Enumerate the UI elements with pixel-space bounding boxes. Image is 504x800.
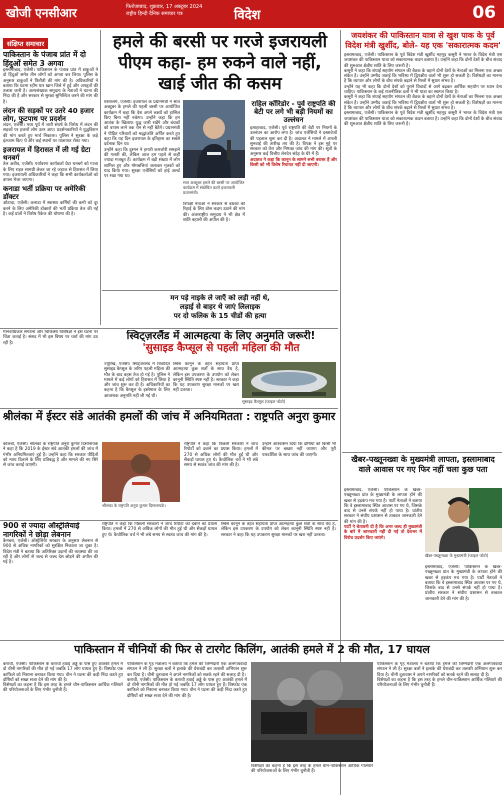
- jaishankar-headline: जयशंकर की पाकिस्तान यात्रा से खुश पाक के पूर्व विदेश मंत्री खुर्शीद, बोले- यह एक 'सकारात्मक कदम': [345, 31, 501, 50]
- srilanka-body: राष्ट्रपति ने कहा कि पिछली सरकारों ने जांच रिपोर्टों को दबाने का प्रयास किया। हमलों में 270 से अधिक लोगों की मौत हुई थी और सैकड़ों घायल हुए थे। कैथोलिक चर्च ने भी लंबे समय से स्वतंत्र जांच की मांग की है।: [184, 442, 258, 469]
- brief-headline: इजरायल में हिरासत में ली गई ग्रेटा थनबर्ग: [3, 146, 91, 163]
- brief-news-kicker: संक्षिप्त समाचार: [3, 38, 48, 49]
- swiss-story-col2: [173, 362, 239, 406]
- brief-news-column-lower: [3, 522, 98, 638]
- jaishankar-body: कसूरी ने कहा कि शंघाई सहयोग संगठन की बैठक के बहाने दोनों देशों के नेताओं का मिलना एक अच्छा संकेत है। उन्होंने उम्मीद जताई कि भविष्य में द्विपक्षीय वार्ता भी शुरू हो सकती है। विशेषज्ञों का मानना है कि व्यापार और लोगों के बीच संपर्क बढ़ाने से रिश्तों में सुधार संभव है।: [344, 68, 502, 85]
- bottom-body: विशेषज्ञों का कहना है कि इस तरह के हमले चीन-पाकिस्तान आर्थिक गलियारे की परियोजनाओं के लिए गंभीर चुनौती हैं।: [3, 683, 123, 694]
- kp-col1: [344, 488, 422, 638]
- brief-body: इस्लामाबाद, एजेंसी। पाकिस्तान के पंजाब प्रांत में डाकुओं ने दो हिंदुओं समेत तीन लोगों को अगवा कर लिया। पुलिस के अनुसार डाकुओं ने फिरौती की मांग की है। अधिकारियों ने बताया कि घटना रहीम यार खान जिले में हुई और अपहृतों की तलाश जारी है। अल्पसंख्यक समुदाय के नेताओं ने घटना की निंदा की है और सरकार से सुरक्षा सुनिश्चित करने की मांग की है।: [3, 68, 98, 105]
- lead-body: उन्होंने कहा कि दुश्मन ने हमारी कमजोरी समझने की गलती की, लेकिन आज हम पहले से कहीं ज्यादा मजबूत हैं। कार्यक्रम में बड़ी संख्या में लोग शामिल हुए और मोमबत्तियां जलाकर मृतकों को याद किया गया। सुरक्षा एजेंसियों को हाई अलर्ट पर रखा गया था।: [104, 147, 180, 180]
- srilanka-col2: [184, 442, 258, 518]
- bottom-col4: [377, 662, 502, 798]
- lead-story-col1: [104, 100, 180, 288]
- srilanka-col3: [262, 442, 336, 518]
- swiss-headline-2: 'सुसाइड कैप्सूल से पहली महिला की मौत: [142, 342, 300, 354]
- srilanka-headline: श्रीलंका में ईस्टर संडे आतंकी हमलों की जांच में अनियमितता : राष्ट्रपति अनुरा कुमार: [2, 410, 336, 423]
- section-divider: [342, 452, 502, 453]
- kp-chief-minister-photo: [425, 488, 502, 552]
- section-title: विदेश: [234, 8, 261, 23]
- lead-story-photo: [183, 100, 245, 178]
- bottom-body: कराची, एजेंसी। पाकिस्तान के कराची हवाई अड्डे के पास हुए आतंकी हमले में दो चीनी नागरिकों की मौत हो गई जबकि 17 लोग घायल हुए हैं। विस्फोट एक काफिले को निशाना बनाकर किया गया। चीन ने घटना की कड़ी निंदा करते हुए दोषियों को सख्त सजा देने की मांग की है।: [127, 677, 247, 699]
- blast-scene-photo: [251, 662, 373, 762]
- bottom-body: कराची, एजेंसी। पाकिस्तान के कराची हवाई अड्डे के पास हुए आतंकी हमले में दो चीनी नागरिकों की मौत हो गई जबकि 17 लोग घायल हुए हैं। विस्फोट एक काफिले को निशाना बनाकर किया गया। चीन ने घटना की कड़ी निंदा करते हुए दोषियों को सख्त सजा देने की मांग की है।: [3, 662, 123, 683]
- brief-body: कैनबरा, एजेंसी। ऑस्ट्रेलिया सरकार के अनुसार लेबनान से 900 से अधिक नागरिकों को सुरक्षित निकाला जा चुका है। विदेश मंत्री ने बताया कि अतिरिक्त उड़ानों की व्यवस्था की जा रही है और लोगों से जल्द से जल्द देश छोड़ने की अपील की गई है।: [3, 539, 98, 566]
- date-line: फिरोजाबाद, शुक्रवार, 17 अक्टूबर 2024 राष्ट्रीय हिन्दी दैनिक समाचार पत्र: [126, 4, 203, 17]
- brief-headline: पाकिस्तान के पंजाब प्रांत में दो हिंदुओं समेत 3 अगवा: [3, 50, 86, 68]
- brief-body: तेल अवीव, एजेंसी। पर्यावरण कार्यकर्ता ग्रेटा थनबर्ग को गाजा के लिए राहत सामग्री लेकर जा रहे जहाज से हिरासत में लिया गया। इजरायली अधिकारियों ने कहा कि सभी कार्यकर्ताओं को वापस भेजा जाएगा।: [3, 162, 98, 184]
- kp-photo-caption: खैबर-पख्तूनख्वा के मुख्यमंत्री (फाइल फोटो): [425, 553, 489, 558]
- teaser-block: [104, 294, 336, 326]
- srilanka-body: कोलंबो, एजेंसी। श्रीलंका के राष्ट्रपति अनुरा कुमार दिसानायके ने कहा है कि 2019 के ईस्टर संडे आतंकी हमलों की जांच में गंभीर अनियमितताएं हुई हैं। उन्होंने कहा कि सरकार पीड़ितों को न्याय दिलाने के लिए प्रतिबद्ध है और मामले की नए सिरे से जांच कराई जाएगी।: [3, 442, 98, 469]
- brief-headline: 900 से ज्यादा ऑस्ट्रेलियाई नागरिकों ने छोड़ा लेबनान: [3, 522, 80, 539]
- bottom-body: पाकिस्तान के गृह मंत्रालय ने बताया कि हमले की जिम्मेदारी एक अलगाववादी संगठन ने ली है। सुरक्षा बलों ने इलाके की घेराबंदी कर तलाशी अभियान शुरू कर दिया है। चीनी दूतावास ने अपने नागरिकों को सतर्क रहने की सलाह दी है।: [127, 662, 247, 678]
- section-divider: [0, 640, 504, 641]
- swiss-story-col1: [104, 362, 170, 406]
- section-divider: [0, 328, 338, 329]
- section-divider: [0, 408, 338, 409]
- side-story-emphasis: अदालत ने कहा कि कानून के सामने सभी बराबर हैं और किसी को भी विशेष रियायत नहीं दी जाएगी।: [250, 157, 337, 169]
- bottom-body: पाकिस्तान के गृह मंत्रालय ने बताया कि हमले की जिम्मेदारी एक अलगाववादी संगठन ने ली है। सुरक्षा बलों ने इलाके की घेराबंदी कर तलाशी अभियान शुरू कर दिया है। चीनी दूतावास ने अपने नागरिकों को सतर्क रहने की सलाह दी है।: [377, 662, 502, 678]
- bottom-col2: [127, 662, 247, 798]
- jaishankar-body: इस्लामाबाद, एजेंसी। पाकिस्तान के पूर्व विदेश मंत्री खुर्शीद महमूद कसूरी ने भारत के विदेश मंत्री एस जयशंकर की पाकिस्तान यात्रा को सकारात्मक कदम बताया है। उन्होंने कहा कि दोनों देशों के बीच संवाद की शुरुआत क्षेत्रीय शांति के लिए जरूरी है।: [344, 53, 502, 69]
- srilanka-body: उन्होंने आश्वासन दिया कि दोषियों को किसी भी कीमत पर बख्शा नहीं जाएगा और पूरी पारदर्शिता के साथ जांच की जाएगी।: [262, 442, 336, 458]
- bottom-story-headline-block: [0, 643, 504, 659]
- brief-news-column: [3, 31, 98, 325]
- side-story-headline: राहिल कॉरिडोर - पुर्व राष्ट्रपति की बेटी पर लगे भी बड़ी नियमों का उल्लंघन: [251, 100, 336, 124]
- brief-body: ओटावा, एजेंसी। कनाडा में स्वास्थ्य कर्मियों की कमी को दूर करने के लिए अमेरिकी डॉक्टरों की भर्ती प्रक्रिया तेज की गई है। कई प्रांतों ने विशेष पैकेज की घोषणा की है।: [3, 201, 98, 218]
- swiss-body: स्विस कानून के तहत सहायता प्राप्त आत्महत्या कुछ शर्तों के साथ वैध है, लेकिन इस उपकरण के उपयोग को लेकर कानूनी स्थिति स्पष्ट नहीं है। सरकार ने कहा कि यह उपकरण सुरक्षा मानकों पर खरा नहीं उतरता।: [173, 362, 239, 394]
- lead-story-headline-block: [104, 32, 336, 96]
- masthead: [0, 0, 504, 28]
- teaser-line: मन पड़े नाइके ले जाएँ को लड़ी नहीं थे,: [170, 294, 270, 302]
- swiss-body: मानवाधिकार संगठनों और चिकित्सा विशेषज्ञों ने इस घटना पर चिंता जताई है। संसद में भी इस विषय पर चर्चा की मांग उठ रही है।: [3, 330, 98, 346]
- swiss-story-headline-block: [104, 330, 338, 360]
- newspaper-brand: खोजी एनसीआर: [6, 6, 77, 20]
- srilanka-headline-block: [0, 410, 338, 440]
- swiss-body: स्विस कानून के तहत सहायता प्राप्त आत्महत्या कुछ शर्तों के साथ वैध है, लेकिन इस उपकरण के उपयोग को लेकर कानूनी स्थिति स्पष्ट नहीं है। सरकार ने कहा कि यह उपकरण सुरक्षा मानकों पर खरा नहीं उतरता।: [221, 522, 336, 538]
- section-divider: [102, 290, 338, 291]
- page-number: 06: [472, 3, 496, 23]
- lead-story-col2: [183, 202, 245, 288]
- kp-headline-block: [344, 455, 502, 485]
- kp-body: इस्लामाबाद, एजेंसी। पाकिस्तान के खैबर-पख्तूनख्वा प्रांत के मुख्यमंत्री के लापता होने की खबर से हड़कंप मच गया है। पार्टी नेताओं ने बताया कि वे इस्लामाबाद स्थित आवास पर गए थे, जिसके बाद से उनसे संपर्क नहीं हो पाया है। प्रांतीय सरकार ने संघीय प्रशासन से तत्काल जानकारी देने की मांग की है।: [344, 488, 422, 525]
- swiss-continuation: [221, 522, 336, 638]
- suicide-capsule-photo: [242, 362, 336, 398]
- right-column: [344, 31, 502, 451]
- brief-body: लंदन, एजेंसी। मध्य पूर्व में जारी संघर्ष के विरोध में लंदन की सड़कों पर हजारों लोग उतर आए। प्रदर्शनकारियों ने युद्धविराम की मांग करते हुए मार्च निकाला। पुलिस ने सुरक्षा के कड़े इंतजाम किए थे और कई स्थानों पर यातायात रोका गया।: [3, 123, 98, 144]
- jaishankar-body: कसूरी ने कहा कि शंघाई सहयोग संगठन की बैठक के बहाने दोनों देशों के नेताओं का मिलना एक अच्छा संकेत है। उन्होंने उम्मीद जताई कि भविष्य में द्विपक्षीय वार्ता भी शुरू हो सकती है। विशेषज्ञों का मानना है कि व्यापार और लोगों के बीच संपर्क बढ़ाने से रिश्तों में सुधार संभव है।: [344, 95, 502, 111]
- srilanka-photo-caption: श्रीलंका के राष्ट्रपति अनुरा कुमार दिसानायके।: [102, 503, 166, 508]
- jaishankar-body: इस्लामाबाद, एजेंसी। पाकिस्तान के पूर्व विदेश मंत्री खुर्शीद महमूद कसूरी ने भारत के विदेश मंत्री एस जयशंकर की पाकिस्तान यात्रा को सकारात्मक कदम बताया है। उन्होंने कहा कि दोनों देशों के बीच संवाद की शुरुआत क्षेत्रीय शांति के लिए जरूरी है।: [344, 111, 502, 127]
- bottom-col1: [3, 662, 123, 798]
- kp-col2: [425, 565, 502, 638]
- side-story-body: इलाहाबाद, एजेंसी। पूर्व राष्ट्रपति की बेटी पर नियमों के उल्लंघन का आरोप लगा है। जांच एजेंसियों ने दस्तावेजों की पड़ताल शुरू कर दी है। अदालत ने मामले में अगली सुनवाई की तारीख तय की है। विपक्ष ने इस मुद्दे पर सरकार को घेरा और निष्पक्ष जांच की मांग की। सूत्रों के अनुसार कई वित्तीय लेनदेन संदेह के घेरे में हैं।: [250, 126, 337, 158]
- kp-emphasis: पार्टी ने चेतावनी दी है कि अगर जल्द ही मुख्यमंत्री के बारे में जानकारी नहीं दी गई तो देशभर में विरोध प्रदर्शन किए जाएंगे।: [344, 525, 422, 541]
- side-story: [250, 100, 337, 288]
- brief-headline: कनाडा भर्ती प्रक्रिया पर अमेरिकी डॉक्टर: [3, 185, 86, 202]
- section-divider: [0, 520, 338, 521]
- column-divider: [100, 30, 101, 325]
- swiss-body: ज्यूरिख, एजेंसी। स्विट्जरलैंड में विवादित सुसाइड कैप्सूल के जरिए पहली महिला की मौत के बाद बहस तेज हो गई है। पुलिस ने मामले में कई लोगों को हिरासत में लिया है और जांच शुरू कर दी है। अधिकारियों का कहना है कि कैप्सूल के इस्तेमाल के लिए आवश्यक अनुमति नहीं ली गई थी।: [104, 362, 170, 399]
- kp-headline: खैबर-पख्तूनख्वा के मुख्यमंत्री लापता, इस्लामाबाद वाले आवास पर गए फिर नहीं चला कुछ पता: [351, 455, 495, 474]
- teaser-line: पर दो फलिक के 15 चीडों की हत्या: [173, 312, 267, 320]
- kp-body: इस्लामाबाद, एजेंसी। पाकिस्तान के खैबर-पख्तूनख्वा प्रांत के मुख्यमंत्री के लापता होने की खबर से हड़कंप मच गया है। पार्टी नेताओं ने बताया कि वे इस्लामाबाद स्थित आवास पर गए थे, जिसके बाद से उनसे संपर्क नहीं हो पाया है। प्रांतीय सरकार ने संघीय प्रशासन से तत्काल जानकारी देने की मांग की है।: [425, 565, 502, 602]
- brief-headline: लंदन की सड़कों पर उतरे 40 हजार लोग, फुटपाथ पर प्रदर्शन: [3, 107, 94, 124]
- bottom-col3: [251, 764, 373, 798]
- srilanka-continuation: [102, 522, 217, 638]
- srilanka-col1: [3, 442, 98, 518]
- lead-body: विपक्षी नेताओं ने सरकार से बंधकों की रिहाई के लिए ठोस कदम उठाने की मांग की। अंतरराष्ट्रीय समुदाय ने भी क्षेत्र में शांति बहाली की अपील की है।: [183, 202, 245, 223]
- swiss-story-col0: [3, 330, 98, 406]
- teaser-line: लड़ाई से बाहर थे जाएं लिलाइक: [179, 303, 261, 311]
- lead-photo-caption: सात अक्टूबर हमले की बरसी पर आयोजित कार्यक्रम में संबोधित करते इजरायली प्रधानमंत्री।: [183, 180, 245, 195]
- srilanka-body: राष्ट्रपति ने कहा कि पिछली सरकारों ने जांच रिपोर्टों को दबाने का प्रयास किया। हमलों में 270 से अधिक लोगों की मौत हुई थी और सैकड़ों घायल हुए थे। कैथोलिक चर्च ने भी लंबे समय से स्वतंत्र जांच की मांग की है।: [102, 522, 217, 538]
- swiss-headline: स्विट्ज़रलैंड में आत्महत्या के लिए अनुमति जरूरी!: [126, 330, 316, 342]
- lead-body: यरुशलम, एजेंसी। इजरायल के प्रधानमंत्री ने सात अक्टूबर के हमले की पहली बरसी पर आयोजित कार्यक्रम में कहा कि देश अपने लक्ष्यों को हासिल किए बिना नहीं रुकेगा। उन्होंने कहा कि हम आतंक के खिलाफ युद्ध जारी रखेंगे और बंधकों को वापस लाने तक चैन से नहीं बैठेंगे। प्रधानमंत्री ने पीड़ित परिवारों को श्रद्धांजलि अर्पित करते हुए कहा कि यह दिन इजरायल के इतिहास का सबसे दर्दनाक दिन था।: [104, 100, 180, 148]
- swiss-photo-caption: सुसाइड कैप्सूल (फाइल फोटो): [242, 399, 286, 404]
- lead-headline: हमले की बरसी पर गरजे इजरायली पीएम कहा- हम रुकने वाले नहीं, खाई जीत की कसम: [112, 32, 328, 94]
- bottom-headline: पाकिस्तान में चीनियों की फिर से टारगेट किलिंग, आतंकी हमले में 2 की मौत, 17 घायल: [74, 643, 430, 656]
- srilanka-president-photo: [102, 442, 180, 502]
- jaishankar-body: उन्होंने यह भी कहा कि दोनों देशों को पुराने विवादों से आगे बढ़कर आर्थिक सहयोग पर ध्यान देना चाहिए। पाकिस्तान के कई राजनीतिक दलों ने भी यात्रा का स्वागत किया है।: [344, 84, 502, 96]
- bottom-body: विशेषज्ञों का कहना है कि इस तरह के हमले चीन-पाकिस्तान आर्थिक गलियारे की परियोजनाओं के लिए गंभीर चुनौती हैं।: [377, 677, 502, 689]
- bottom-body: विशेषज्ञों का कहना है कि इस तरह के हमले चीन-पाकिस्तान आर्थिक गलियारे की परियोजनाओं के लिए गंभीर चुनौती हैं।: [251, 764, 373, 775]
